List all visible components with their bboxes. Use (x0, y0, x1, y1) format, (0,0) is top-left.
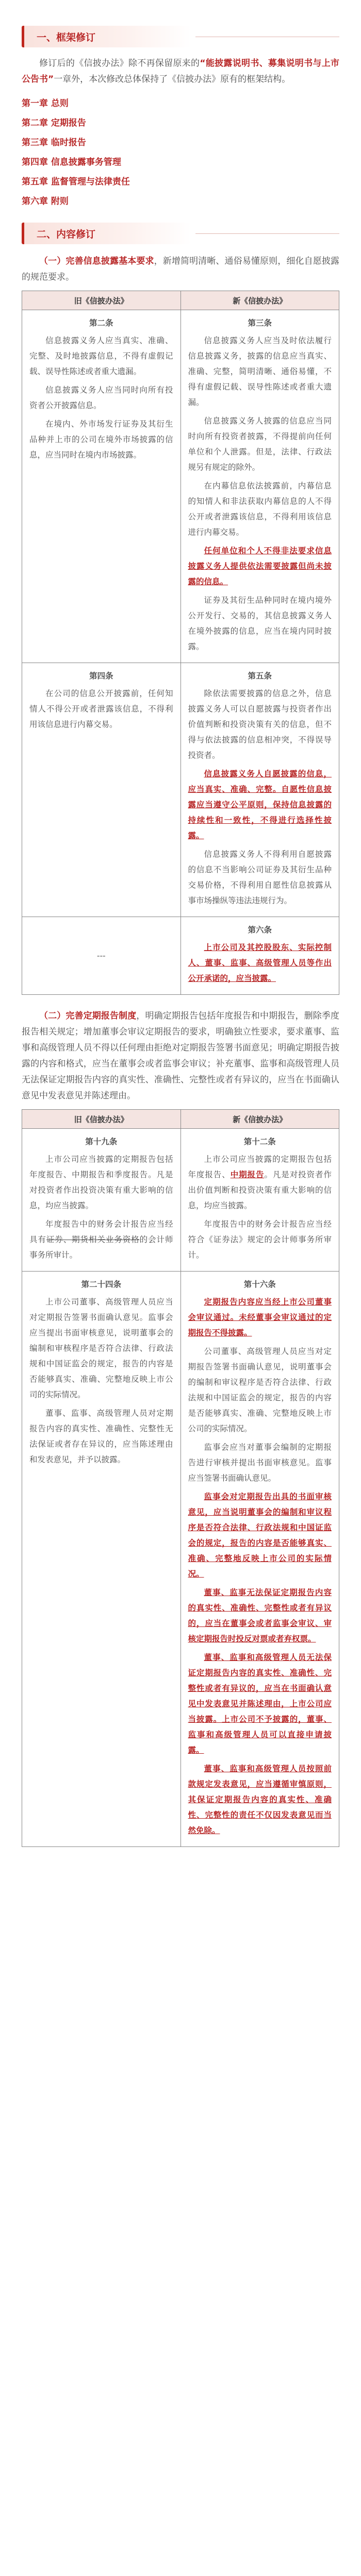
article-number: 第二十四条 (81, 1280, 121, 1289)
cell-paragraph: 监事会应当对董事会编制的定期报告进行审核并提出书面审核意见。监事应当签署书面确认意见。 (188, 1443, 332, 1483)
point-2-text: ，明确定期报告包括年度报告和中期报告，删除季度报告相关规定；增加董事会审议定期报告的要求，明确独立性要求，要求董事、监事和高级管理人员不得以任何理由拒绝对定期报告签署书面意见；明确定期报告披露的内容和格式，应当在董事会或者监事会审议；补充董事、监事和高级管理人员无法保证定期报告内容的真实性、准确性、完整性或者有异议的，应当在书面确认意见中发表意见并陈述理由。 (22, 1011, 340, 1101)
point-2-heading: （二）完善定期报告制度 (39, 1011, 137, 1021)
new-cell (180, 917, 339, 995)
table-row (22, 1272, 339, 1847)
chapter-list (22, 94, 339, 211)
chapter-item: 第五章 监督管理与法律责任 (22, 177, 130, 187)
cell-paragraph: 在公司的信息公开披露前，任何知情人不得公开或者泄露该信息，不得利用该信息进行内幕交易。 (29, 689, 173, 729)
new-cell (180, 1272, 339, 1847)
cell-paragraph: 信息披露义务人不得利用自愿披露的信息不当影响公司证券及其衍生品种交易价格，不得利用自愿性信息披露从事市场操纵等违法违规行为。 (188, 850, 332, 905)
col-old-header: 旧《信披办法》 (22, 291, 181, 310)
spacer (22, 1860, 339, 1881)
section-header-framework (22, 26, 339, 47)
intro-text: 修订后的《信披办法》除不再保留原来的 (39, 58, 200, 69)
comparison-table-2 (22, 1109, 339, 1847)
cell-paragraph: 公司董事、高级管理人员应当对定期报告签署书面确认意见，说明董事会的编制和审议程序是否符合法律、行政法规和中国证监会的规定，报告的内容是否能够真实、准确、完整地反映上市公司的实际情况。 (188, 1347, 332, 1433)
intro-highlight: “能披露说明书、募集说明书与上市公告书” (22, 58, 339, 84)
added-text: 中期报告 (230, 1170, 265, 1179)
old-cell (22, 1129, 181, 1272)
article-number: 第四条 (89, 671, 113, 681)
point-1 (22, 253, 339, 285)
cell-paragraph: 信息披露义务人应当同时向所有投资者公开披露信息。 (29, 385, 173, 410)
chapter-item: 第二章 定期报告 (22, 118, 86, 128)
chapter-item: 第三章 临时报告 (22, 138, 86, 148)
added-text: 信息披露义务人自愿披露的信息，应当真实、准确、完整。自愿性信息披露应当遵守公平原则，保持信息披露的持续性和一致性，不得进行选择性披露。 (188, 769, 332, 840)
cell-paragraph: 董事、监事、高级管理人员对定期报告内容的真实性、准确性、完整性无法保证或者存在异议的，应当陈述理由和发表意见，并予以披露。 (29, 1409, 173, 1464)
cell-paragraph: 在境内、外市场发行证券及其衍生品种并上市的公司在境外市场披露的信息，应当同时在境内市场披露。 (29, 419, 173, 460)
deleted-text: 证券、期货相关业务资格 (46, 1235, 140, 1244)
point-2 (22, 1008, 339, 1104)
added-text: 任何单位和个人不得非法要求信息披露义务人提供依法需要披露但尚未披露的信息。 (188, 546, 332, 586)
framework-intro (22, 56, 339, 88)
col-old-header: 旧《信披办法》 (22, 1110, 181, 1129)
cell-text: 的会计师事务所审计。 (29, 1235, 173, 1260)
article-number: 第十六条 (243, 1280, 276, 1289)
cell-paragraph: 证券及其衍生品种同时在境内境外公开发行、交易的，其信息披露义务人在境外披露的信息，应当在境内同时披露。 (188, 596, 332, 651)
added-text: 董事、监事无法保证定期报告内容的真实性、准确性、完整性或者有异议的，应当在董事会或者监事会审议、审核定期报告时投反对票或者弃权票。 (188, 1588, 332, 1643)
cell-paragraph: 信息披露义务人应当真实、准确、完整、及时地披露信息，不得有虚假记载、误导性陈述或者重大遗漏。 (29, 336, 173, 376)
section-title: 二、内容修订 (22, 223, 191, 244)
new-cell (180, 310, 339, 663)
intro-text-end: 一章外，本次修改总体保持了《信披办法》原有的框架结构。 (54, 74, 291, 84)
section-header-content (22, 223, 339, 244)
point-1-text: ，新增简明清晰、通俗易懂原则，细化自愿披露的规范要求。 (22, 256, 340, 282)
added-text: 董事、监事和高级管理人员按照前款规定发表意见，应当遵循审慎原则，其保证定期报告内容的真实性、准确性、完整性的责任不仅因发表意见而当然免除。 (188, 1764, 332, 1835)
point-1-heading: （一）完善信息披露基本要求 (39, 256, 154, 266)
comparison-table-1 (22, 291, 339, 995)
cell-paragraph (29, 1216, 173, 1263)
added-text: 监事会对定期报告出具的书面审核意见，应当说明董事会的编制和审议程序是否符合法律、行政法规和中国证监会的规定，报告的内容是否能够真实、准确、完整地反映上市公司的实际情况。 (188, 1492, 332, 1579)
added-text: 定期报告内容应当经上市公司董事会审议通过。未经董事会审议通过的定期报告不得披露。 (188, 1297, 332, 1337)
chapter-item: 第六章 附则 (22, 196, 69, 207)
section-title: 一、框架修订 (22, 26, 191, 47)
new-cell (180, 1129, 339, 1272)
table-header-row (22, 1110, 339, 1129)
article-number: 第三条 (248, 318, 272, 328)
added-text: 上市公司及其控股股东、实际控制人、董事、监事、高级管理人员等作出公开承诺的，应当披露。 (188, 943, 332, 983)
added-text: 董事、监事和高级管理人员无法保证定期报告内容的真实性、准确性、完整性或者有异议的，应当在书面确认意见中发表意见并陈述理由，上市公司应当披露。上市公司不予披露的，董事、监事和高级管理人员可以直接申请披露。 (188, 1653, 332, 1755)
cell-text: 上市公司应当披露的定期报告包括年度报告、 (188, 1155, 332, 1179)
cell-paragraph: 在内幕信息依法披露前，内幕信息的知情人和非法获取内幕信息的人不得公开或者泄露该信息，不得利用该信息进行内幕交易。 (188, 481, 332, 537)
col-new-header: 新《信披办法》 (180, 291, 339, 310)
cell-paragraph (188, 1151, 332, 1213)
cell-text: 年度报告中的财务会计报告应当经具有 (29, 1219, 173, 1244)
table-row (22, 663, 339, 917)
cell-paragraph: 信息披露义务人披露的信息应当同时向所有投资者披露，不得提前向任何单位和个人泄露。但是，法律、行政法规另有规定的除外。 (188, 416, 332, 472)
col-new-header: 新《信披办法》 (180, 1110, 339, 1129)
old-cell-empty: --- (22, 917, 181, 995)
chapter-item: 第四章 信息披露事务管理 (22, 157, 121, 167)
table-header-row (22, 291, 339, 310)
old-cell (22, 1272, 181, 1847)
cell-paragraph: 上市公司董事、高级管理人员应当对定期报告签署书面确认意见。监事会应当提出书面审核意见，说明董事会的编制和审核程序是否符合法律、行政法规和中国证监会的规定，报告的内容是否能够真实、准确、完整地反映上市公司的实际情况。 (29, 1297, 173, 1399)
article-number: 第十九条 (85, 1137, 118, 1146)
cell-paragraph: 除依法需要披露的信息之外，信息披露义务人可以自愿披露与投资者作出价值判断和投资决策有关的信息，但不得与依法披露的信息相冲突，不得误导投资者。 (188, 689, 332, 760)
article-number: 第五条 (248, 671, 272, 681)
cell-text: 。凡是对投资者作出价值判断和投资决策有重大影响的信息，均应当披露。 (188, 1170, 332, 1210)
cell-paragraph: 信息披露义务人应当及时依法履行信息披露义务，披露的信息应当真实、准确、完整，简明清晰、通俗易懂，不得有虚假记载、误导性陈述或者重大遗漏。 (188, 336, 332, 407)
section-divider (195, 233, 339, 234)
new-cell (180, 663, 339, 917)
table-row (22, 310, 339, 663)
old-cell (22, 663, 181, 917)
cell-paragraph: 上市公司应当披露的定期报告包括年度报告、中期报告和季度报告。凡是对投资者作出投资决策有重大影响的信息，均应当披露。 (29, 1155, 173, 1210)
article-number: 第二条 (89, 318, 113, 328)
cell-paragraph: 年度报告中的财务会计报告应当经符合《证券法》规定的会计师事务所审计。 (188, 1219, 332, 1260)
old-cell (22, 310, 181, 663)
article-number: 第六条 (248, 925, 272, 935)
table-row (22, 1129, 339, 1272)
article-number: 第十二条 (243, 1137, 276, 1146)
table-row (22, 917, 339, 995)
chapter-item: 第一章 总则 (22, 98, 69, 109)
